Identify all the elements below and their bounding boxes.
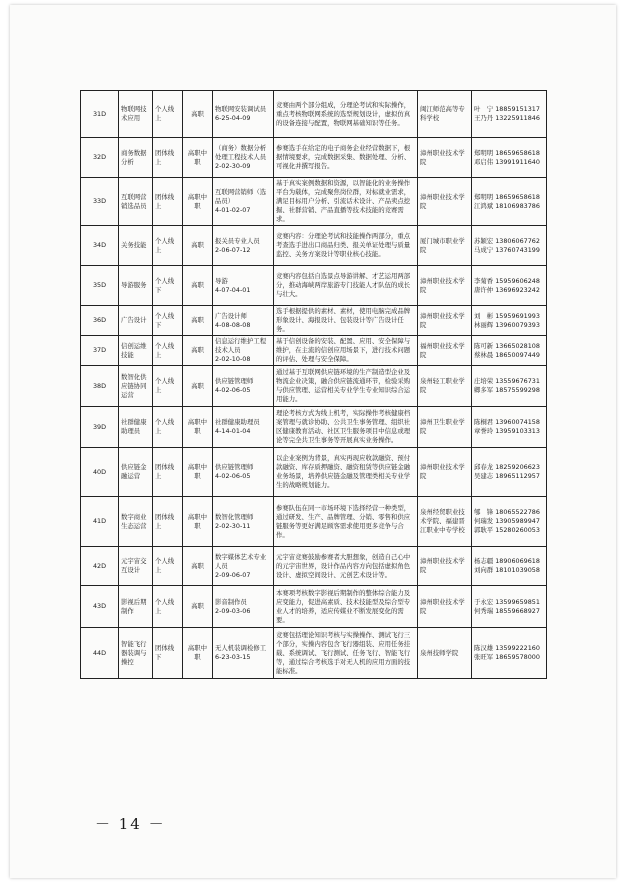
host-organization: 漳州职业技术学院	[418, 547, 472, 586]
occupation-line: 数智化管理师	[215, 512, 254, 521]
occupation-line: 2-02-30-09	[215, 162, 251, 170]
occupation-line: 4-02-06-05	[215, 472, 251, 480]
contact-line: 杨志疆 18906069618	[474, 557, 540, 565]
education-level: 高职中职	[183, 497, 213, 547]
contact-cell	[472, 497, 547, 547]
competition-id: 39D	[81, 407, 119, 448]
education-level: 高职	[183, 586, 213, 628]
occupation-line: 4-02-06-05	[215, 386, 251, 394]
education-level: 高职	[183, 91, 213, 138]
table-row	[81, 628, 547, 679]
occupation-line: 信息运行维护工程技术人员	[215, 337, 267, 354]
contact-cell	[472, 178, 547, 226]
competition-id: 42D	[81, 547, 119, 586]
contact-line: 江鸿斌 18106983786	[474, 201, 540, 210]
occupation-line: 4-01-02-07	[215, 206, 251, 214]
competition-id: 37D	[81, 336, 119, 366]
competition-description: 参赛选手在给定的电子商务企业经营数据下，根据情境要求，完成数据采集、数据处理、分析、可视化并撰写报告。	[274, 138, 418, 178]
competition-id: 36D	[81, 306, 119, 336]
host-organization: 漳州职业技术学院	[418, 586, 472, 628]
competition-name: 智能飞行器装调与操控	[119, 628, 153, 679]
competition-mode: 团体线下	[153, 628, 183, 679]
occupation-line: 无人机装调检修工	[215, 644, 267, 652]
contact-line: 何瑞发 13905989947	[474, 517, 540, 525]
competition-mode: 个人线上	[153, 336, 183, 366]
occupation-cell	[213, 91, 274, 138]
contact-cell	[472, 366, 547, 407]
contact-cell	[472, 547, 547, 586]
competition-id: 35D	[81, 266, 119, 306]
education-level: 高职	[183, 547, 213, 586]
competition-id: 34D	[81, 226, 119, 266]
contact-line: 郑明明 18659658618	[474, 148, 540, 157]
competition-description: 参赛队伍在同一市场环境下选择经营一种类型，通过研发、生产、品牌管理、分销、零售和供应链服务等更好满足顾客需求使用更多竞争与合作。	[274, 497, 418, 547]
contact-cell	[472, 306, 547, 336]
competition-mode: 团体线上	[153, 497, 183, 547]
occupation-cell	[213, 448, 274, 497]
occupation-cell	[213, 266, 274, 306]
occupation-line: 4-14-01-04	[215, 427, 251, 435]
table-row	[81, 91, 547, 138]
competition-name: 社群健康助理员	[119, 407, 153, 448]
occupation-line: 供应链管理师	[215, 377, 254, 385]
competition-description: 元宇宙竞赛鼓励参赛者大胆想象，创造自己心中的元宇宙世界，设计作品内容方向包括虚拟角色设计、虚拟空间设计、元创艺术设计等。	[274, 547, 418, 586]
education-level: 高职	[183, 366, 213, 407]
table-row	[81, 366, 547, 407]
competition-name: 供应链金融运营	[119, 448, 153, 497]
competition-id: 41D	[81, 497, 119, 547]
contact-line: 王乃丹 13225911846	[474, 114, 540, 122]
host-organization: 漳州职业技术学院	[418, 138, 472, 178]
occupation-cell	[213, 306, 274, 336]
contact-line: 林丽辉 13960079393	[474, 320, 540, 329]
competition-mode: 个人线上	[153, 547, 183, 586]
contact-line: 马成宁 13760743199	[474, 245, 540, 254]
competition-name: 元宇宙交互设计	[119, 547, 153, 586]
competition-table	[80, 90, 547, 679]
page-number: － 14 －	[95, 815, 166, 833]
contact-line: 苏颖宏 13806067762	[474, 236, 540, 245]
occupation-cell	[213, 138, 274, 178]
host-organization: 泉州轻工职业学院	[418, 366, 472, 407]
host-organization: 漳州职业技术学院	[418, 178, 472, 226]
competition-name: 数智化供应链协同运营	[119, 366, 153, 407]
contact-cell	[472, 336, 547, 366]
table-row	[81, 306, 547, 336]
table-row	[81, 266, 547, 306]
host-organization: 漳州职业技术学院	[418, 448, 472, 497]
competition-id: 44D	[81, 628, 119, 679]
contact-line: 章誉玲 13959103313	[474, 427, 540, 435]
contact-line: 邱春龙 18259206623	[474, 463, 540, 471]
competition-description: 竞赛内容包括自选景点导游讲解、才艺运用两部分，推动海峡两岸旅游专门技能人才队伍的成长与壮大。	[274, 266, 418, 306]
contact-line: 庄培荣 13559676731	[474, 377, 540, 385]
occupation-line: （商务）数据分析处理工程技术人员	[215, 144, 267, 161]
host-organization: 泉州技师学院	[418, 628, 472, 679]
contact-line: 于永宏 13599659851	[474, 597, 540, 606]
education-level: 高职	[183, 336, 213, 366]
table-row	[81, 138, 547, 178]
host-organization: 闽江师范高等专科学校	[418, 91, 472, 138]
competition-description: 基于信创设备的安装、配置、应用、安全保障与维护，在主流的信创应用场景下，进行技术问题的评估、处理与安全保障。	[274, 336, 418, 366]
contact-cell	[472, 407, 547, 448]
occupation-line: 物联网安装调试员	[215, 105, 267, 113]
contact-line: 卿多军 18575599298	[474, 386, 540, 394]
occupation-cell	[213, 366, 274, 407]
occupation-line: 2-06-07-12	[215, 245, 251, 254]
contact-line: 郑明明 18659658618	[474, 192, 540, 201]
competition-id: 32D	[81, 138, 119, 178]
occupation-line: 互联网营销师（选品员）	[215, 188, 267, 205]
competition-mode: 个人线下	[153, 306, 183, 336]
competition-name: 数字商业生态运营	[119, 497, 153, 547]
competition-mode: 团体线上	[153, 138, 183, 178]
competition-description: 理论考核方式为线上机考，实际操作考核健康档案管理与就诊协助、公共卫生事务管理、组织社区健康教育活动、社区卫生服务项目中信息或理论等完全共卫生事务等开展真实业务操作。	[274, 407, 418, 448]
education-level: 高职中职	[183, 407, 213, 448]
host-organization: 漳州职业技术学院	[418, 266, 472, 306]
contact-line: 何秀瑞 18559668927	[474, 606, 540, 615]
occupation-line: 报关员专业人员	[215, 236, 260, 245]
table-body	[81, 91, 547, 679]
competition-name: 信创运维技能	[119, 336, 153, 366]
competition-name: 广告设计	[119, 306, 153, 336]
contact-cell	[472, 586, 547, 628]
competition-id: 43D	[81, 586, 119, 628]
table-row	[81, 586, 547, 628]
occupation-line: 4-08-08-08	[215, 320, 251, 329]
education-level: 高职中职	[183, 448, 213, 497]
contact-line: 李菊香 15959606248	[474, 276, 540, 285]
contact-line: 吴建志 18965112957	[474, 472, 540, 480]
contact-line: 叶 宁 18859151317	[474, 105, 540, 113]
occupation-cell	[213, 178, 274, 226]
competition-description: 竞赛由两个部分组成，分理论考试和实际操作，重点考核物联网系统的选型规划设计，虚拟仿真的设备连接与配置，物联网基础知识等任务。	[274, 91, 418, 138]
contact-line: 陈桐君 13960074158	[474, 418, 540, 426]
host-organization: 漳州卫生职业学院	[418, 407, 472, 448]
competition-description: 基于真实案例数据和资源，以智能化的业务操作平台为载体，完成聚焦岗位群，对标就业需求，满足目标用户分析、引流话术设计、产品卖点挖掘、社群营销、产品直播等技术技能的竞赛需求。	[274, 178, 418, 226]
table-row	[81, 448, 547, 497]
occupation-cell	[213, 628, 274, 679]
competition-mode: 个人线上	[153, 586, 183, 628]
contact-line: 郭耿平 15280260053	[474, 526, 540, 534]
occupation-line: 数字媒体艺术专业人员	[215, 552, 267, 570]
competition-description: 通过基于互联网供应链环境的生产制造型企业及物流企业决策，融合供应链流通环节，检验采购与供应管理、运营相关专业学生专业知识综合运用能力。	[274, 366, 418, 407]
occupation-line: 导游	[215, 276, 228, 285]
competition-name: 物联网技术应用	[119, 91, 153, 138]
contact-line: 郇 锋 18065522786	[474, 508, 540, 516]
occupation-line: 4-07-04-01	[215, 285, 251, 294]
competition-mode: 个人线上	[153, 91, 183, 138]
competition-mode: 团体线上	[153, 448, 183, 497]
contact-line: 刘 彬 15959691993	[474, 311, 540, 320]
occupation-cell	[213, 407, 274, 448]
competition-mode: 团体线上	[153, 178, 183, 226]
table-row	[81, 226, 547, 266]
competition-name: 导游服务	[119, 266, 153, 306]
occupation-line: 供应链管理师	[215, 463, 254, 471]
occupation-line: 2-02-30-11	[215, 521, 251, 530]
education-level: 高职	[183, 226, 213, 266]
contact-line: 刘向群 18101039058	[474, 566, 540, 574]
education-level: 高职	[183, 266, 213, 306]
contact-line: 唐许仲 13696923242	[474, 285, 540, 294]
competition-name: 商务数据分析	[119, 138, 153, 178]
occupation-line: 2-02-10-08	[215, 355, 251, 363]
competition-name: 互联网营销选品员	[119, 178, 153, 226]
contact-cell	[472, 448, 547, 497]
contact-cell	[472, 91, 547, 138]
competition-description: 以企业案例为背景，真实再现应收款融资、预付款融资、库存质押融资、融资租赁等供应链金融业务场景，培养供应链金融及管理类相关专业学生的战略规划能力。	[274, 448, 418, 497]
competition-description: 竞赛内容：分理论考试和技能操作两部分，重点考查选手进出口商品归类、报关单证处理与质量监控、关务方案设计等职业核心技能。	[274, 226, 418, 266]
occupation-line: 6-23-03-15	[215, 653, 251, 661]
host-organization: 厦门城市职业学院	[418, 226, 472, 266]
competition-mode: 个人线上	[153, 366, 183, 407]
competition-id: 31D	[81, 91, 119, 138]
occupation-cell	[213, 336, 274, 366]
occupation-line: 2-09-06-07	[215, 570, 251, 579]
education-level: 高职中职	[183, 178, 213, 226]
competition-mode: 个人线下	[153, 266, 183, 306]
occupation-line: 影音制作员	[215, 597, 247, 606]
table-row	[81, 336, 547, 366]
competition-name: 影视后期制作	[119, 586, 153, 628]
contact-cell	[472, 226, 547, 266]
table-row	[81, 178, 547, 226]
occupation-cell	[213, 547, 274, 586]
competition-mode: 个人线上	[153, 226, 183, 266]
contact-line: 张旺军 18659578000	[474, 653, 540, 661]
occupation-line: 2-09-03-06	[215, 606, 251, 615]
education-level: 高职	[183, 306, 213, 336]
occupation-cell	[213, 586, 274, 628]
host-organization: 福州职业技术学院	[418, 336, 472, 366]
contact-line: 陈可新 13665028108	[474, 341, 540, 350]
competition-description: 选手根据提供的素材、素材，使用电脑完成品牌形象设计、海报设计、包装设计等广告设计任务。	[274, 306, 418, 336]
contact-line: 蔡林晨 18650097449	[474, 350, 540, 359]
table-row	[81, 407, 547, 448]
occupation-line: 社群健康助理员	[215, 418, 260, 426]
education-level: 高职中职	[183, 628, 213, 679]
occupation-line: 广告设计师	[215, 311, 247, 320]
competition-id: 40D	[81, 448, 119, 497]
competition-mode: 个人线上	[153, 407, 183, 448]
host-organization: 漳州职业技术学院	[418, 306, 472, 336]
contact-line: 邓启伟 13991911640	[474, 157, 540, 166]
occupation-line: 6-25-04-09	[215, 114, 251, 122]
table-row	[81, 497, 547, 547]
table-row	[81, 547, 547, 586]
occupation-cell	[213, 497, 274, 547]
contact-cell	[472, 266, 547, 306]
contact-line: 陈汉雄 13599222160	[474, 644, 540, 652]
competition-id: 38D	[81, 366, 119, 407]
contact-cell	[472, 628, 547, 679]
competition-description: 本赛项考核数字影视后期制作的整体综合能力及应变能力，促进高素质、技术技能型及综合型专业人才的培养，适应传媒业不断发展变化的需要。	[274, 586, 418, 628]
document-page	[10, 5, 616, 878]
education-level: 高职中职	[183, 138, 213, 178]
competition-name: 关务技能	[119, 226, 153, 266]
competition-id: 33D	[81, 178, 119, 226]
occupation-cell	[213, 226, 274, 266]
host-organization: 泉州经贸职业技术学院、福建晋江职业中专学校	[418, 497, 472, 547]
competition-description: 竞赛包括理论知识考核与实操操作、测试飞行三个部分，实操内容包含飞行器组装、应用任务挂载、系统调试、飞行测试、任务飞行、智能飞行等，通过综合考核选手对无人机的应用方面的技能标准。	[274, 628, 418, 679]
contact-cell	[472, 138, 547, 178]
